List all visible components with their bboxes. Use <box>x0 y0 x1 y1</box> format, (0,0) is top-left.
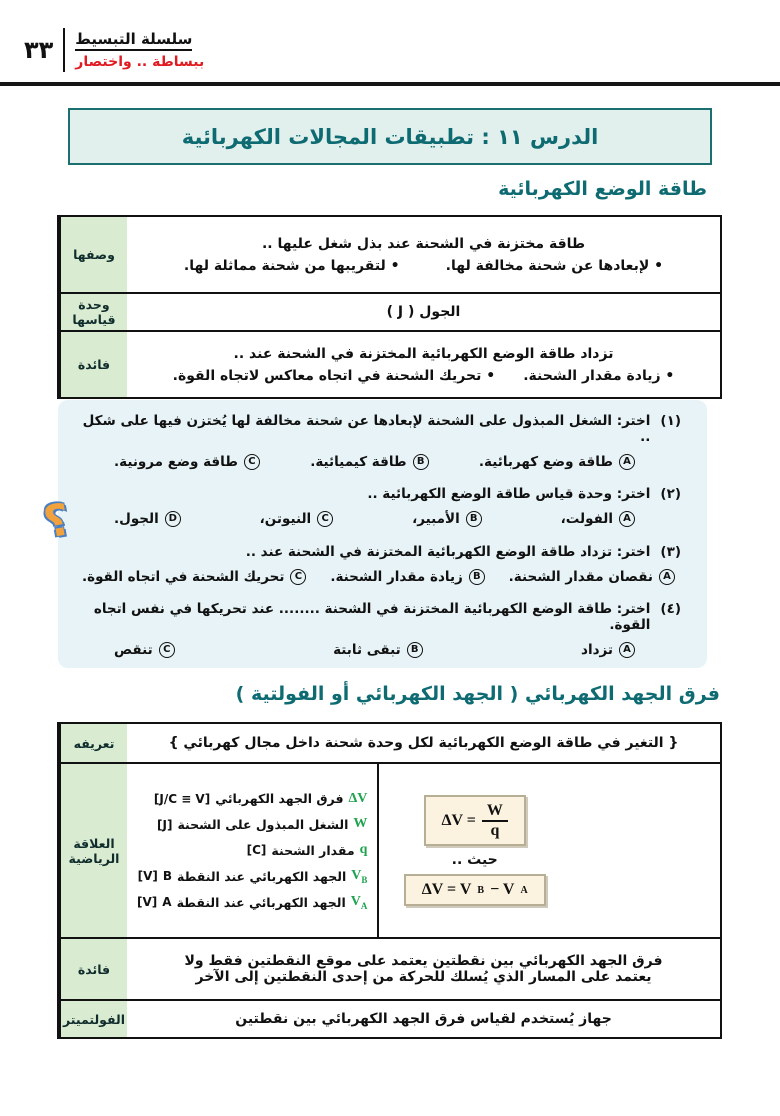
symbol-meaning: الجهد الكهربائي عند النقطة <box>177 868 347 884</box>
description-intro: طاقة مختزنة في الشحنة عند بذل شغل عليها .. <box>261 235 586 252</box>
formula-part: ΔV = V <box>421 881 472 899</box>
formula-subscript: A <box>520 884 528 896</box>
option-text: الأمبير، <box>412 511 460 528</box>
row-label-description: وصفها <box>59 217 127 292</box>
option-text: تنقص <box>114 641 153 658</box>
header-divider <box>63 28 65 72</box>
symbol-definition <box>137 894 367 911</box>
question-options <box>82 569 675 585</box>
table-row <box>59 937 720 999</box>
question-2 <box>78 486 681 527</box>
formula-delta-v-vb-va <box>404 874 546 906</box>
point-letter: B <box>162 869 173 884</box>
unit-content: الجول ( J ) <box>386 304 461 320</box>
symbol-meaning: الجهد الكهربائي عند النقطة <box>176 894 346 910</box>
option-b <box>310 454 428 470</box>
question-text: اختر: الشغل المبذول على الشحنة لإبعادها عن شحنة مخالفة لها يُختزن فيها على شكل .. <box>82 413 651 445</box>
table-row <box>59 217 720 292</box>
benefit-content: فرق الجهد الكهربائي بين نقطتين يعتمد على موقع النقطتين فقط ولا يعتمد على المسار الذي يُسلك للحركة من إحدى النقطتين إلى الآخر <box>184 953 663 985</box>
symbol: $V_B$ <box>351 867 368 885</box>
option-a <box>581 642 635 658</box>
question-options <box>114 642 635 658</box>
option-b <box>333 642 423 658</box>
option-c <box>82 569 306 585</box>
where-text: حيث .. <box>451 852 498 869</box>
formula-zone <box>379 764 720 937</box>
option-letter: A <box>619 511 635 527</box>
option-letter: A <box>619 642 635 658</box>
symbol-definitions <box>127 764 379 937</box>
lesson-title: الدرس ١١ : تطبيقات المجالات الكهربائية <box>181 124 599 149</box>
option-a <box>561 511 635 527</box>
formula-delta-v-w-q <box>424 795 526 846</box>
question-4 <box>78 601 681 658</box>
lesson-title-box <box>68 108 712 165</box>
symbol-unit: [J/C ≡ V] <box>153 791 211 806</box>
symbol-definition <box>137 868 367 885</box>
description-bullets <box>137 258 710 274</box>
formula-part: − V <box>490 881 515 899</box>
note-bullets <box>137 368 710 384</box>
option-text: طاقة كيميائية. <box>310 454 407 470</box>
option-letter: B <box>413 454 429 470</box>
symbol: $V_A$ <box>350 893 368 911</box>
question-stem <box>78 413 681 445</box>
question-1 <box>78 413 681 470</box>
symbol-definition <box>137 816 367 833</box>
point-letter: A <box>162 895 172 910</box>
table-row <box>59 724 720 762</box>
option-c <box>260 511 334 527</box>
series-name: سلسلة التبسيط <box>75 30 192 51</box>
symbol-meaning: الشغل المبذول على الشحنة <box>177 817 349 833</box>
symbol: W <box>353 816 368 832</box>
page-header <box>24 28 204 72</box>
option-a <box>479 454 635 470</box>
option-text: زيادة مقدار الشحنة. <box>330 568 463 585</box>
option-letter: C <box>317 511 333 527</box>
table-row <box>59 762 720 937</box>
option-text: الفولت، <box>560 511 613 528</box>
question-text: اختر: تزداد طاقة الوضع الكهربائية المختزنة في الشحنة عند .. <box>245 543 651 560</box>
option-letter: A <box>659 569 675 585</box>
question-mark-icon: ؟ <box>39 494 74 549</box>
option-text: تحريك الشحنة في اتجاه القوة. <box>82 568 285 585</box>
symbol-definition <box>137 791 367 808</box>
option-text: طاقة وضع كهربائية. <box>478 454 613 470</box>
option-text: الجول. <box>114 511 159 528</box>
top-rule <box>0 82 780 86</box>
definition-content: { التغير في طاقة الوضع الكهربائية لكل وحدة شحنة داخل مجال كهربائي } <box>168 735 679 751</box>
symbol: q <box>359 842 368 858</box>
series-block <box>75 30 204 70</box>
series-tagline: ببساطة .. واختصار <box>75 54 205 70</box>
symbol-unit: [J] <box>157 817 173 832</box>
question-stem <box>78 544 681 560</box>
relation-content <box>127 764 720 937</box>
note-intro: تزداد طاقة الوضع الكهربائية المختزنة في الشحنة عند .. <box>233 345 614 362</box>
question-number: (٤) <box>660 600 681 617</box>
row-label-unit: وحدة قياسها <box>59 294 127 330</box>
bullet: • لإبعادها عن شحنة مخالفة لها. <box>446 258 663 274</box>
option-letter: C <box>290 569 306 585</box>
symbol-unit: [C] <box>246 843 267 858</box>
question-number: (٢) <box>660 486 681 503</box>
note-content <box>127 332 720 397</box>
option-letter: C <box>244 454 260 470</box>
option-b <box>330 569 484 585</box>
question-options <box>114 454 635 470</box>
bullet: • تحريك الشحنة في اتجاه معاكس لاتجاه القوة. <box>173 368 496 384</box>
section-heading-potential-energy: طاقة الوضع الكهربائية <box>498 178 707 200</box>
symbol-unit: [V] <box>137 895 158 910</box>
option-letter: D <box>165 511 181 527</box>
symbol-meaning: مقدار الشحنة <box>271 842 355 858</box>
question-text: اختر: وحدة قياس طاقة الوضع الكهربائية .. <box>367 486 651 503</box>
option-d <box>114 511 181 527</box>
table-row <box>59 330 720 397</box>
option-letter: B <box>466 511 482 527</box>
option-letter: B <box>469 569 485 585</box>
option-text: النيوتن، <box>259 511 312 528</box>
question-number: (٣) <box>660 543 681 560</box>
row-label-voltmeter: الفولتميتر <box>59 1001 127 1037</box>
voltmeter-content: جهاز يُستخدم لقياس فرق الجهد الكهربائي بين نقطتين <box>235 1011 612 1027</box>
voltage-table <box>57 722 722 1039</box>
row-label-benefit: فائدة <box>59 939 127 999</box>
formula-lhs: ΔV = <box>441 811 476 829</box>
symbol-unit: [V] <box>137 869 158 884</box>
option-text: تبقى ثابتة <box>333 641 401 658</box>
row-label-note: فائدة <box>59 332 127 397</box>
fraction <box>482 802 508 839</box>
bullet: • لتقريبها من شحنة مماثلة لها. <box>184 258 400 274</box>
page-number: ٣٣ <box>24 36 54 64</box>
formula-subscript: B <box>477 884 485 896</box>
potential-energy-table <box>57 215 722 399</box>
option-letter: B <box>407 642 423 658</box>
question-options <box>114 511 635 527</box>
option-b <box>412 511 482 527</box>
question-stem <box>78 601 681 633</box>
option-a <box>509 569 675 585</box>
symbol-definition <box>137 842 367 859</box>
table-row <box>59 999 720 1037</box>
fraction-denominator: q <box>490 821 500 839</box>
option-c <box>114 454 260 470</box>
option-letter: A <box>619 454 635 470</box>
option-c <box>114 642 175 658</box>
questions-box <box>39 400 707 668</box>
question-stem <box>78 486 681 502</box>
section-heading-voltage: فرق الجهد الكهربائي ( الجهد الكهربائي أو الفولتية ) <box>235 683 720 705</box>
question-3 <box>78 544 681 585</box>
question-number: (١) <box>660 413 681 429</box>
symbol-meaning: فرق الجهد الكهربائي <box>215 791 344 807</box>
option-letter: C <box>159 642 175 658</box>
row-label-relation: العلاقة الرياضية <box>59 764 127 937</box>
option-text: نقصان مقدار الشحنة. <box>508 568 653 585</box>
table-row <box>59 292 720 330</box>
bullet: • زيادة مقدار الشحنة. <box>523 368 674 384</box>
row-label-definition: تعريفه <box>59 724 127 762</box>
option-text: تزداد <box>581 641 613 658</box>
question-text: اختر: طاقة الوضع الكهربائية المختزنة في الشحنة ........ عند تحريكها في نفس اتجاه القوة. <box>93 600 651 633</box>
fraction-numerator: W <box>482 802 508 822</box>
symbol: ΔV <box>348 790 368 806</box>
description-content <box>127 217 720 292</box>
option-text: طاقة وضع مرونية. <box>114 454 238 470</box>
